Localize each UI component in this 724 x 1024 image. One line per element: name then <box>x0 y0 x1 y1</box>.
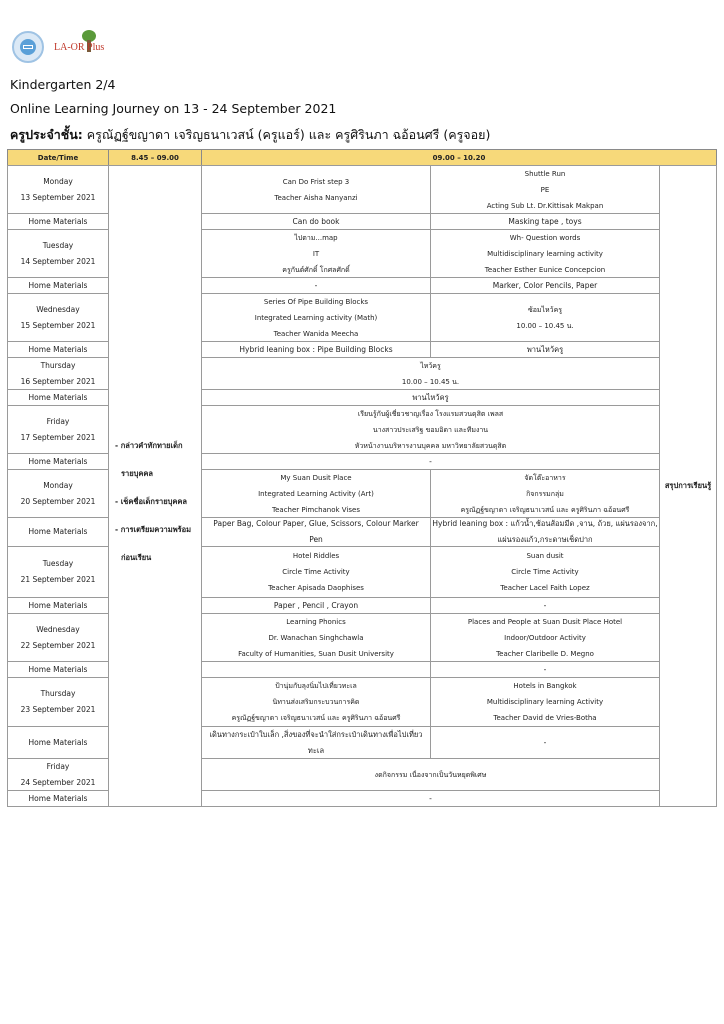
activity-slot-a-line: Dr. Wanachan Singhchawla <box>268 633 364 642</box>
home-materials-label-line: Home Materials <box>28 392 88 402</box>
home-materials-b <box>430 661 660 678</box>
home-materials-b-line: Marker, Color Pencils, Paper <box>492 280 598 290</box>
home-materials-b <box>430 726 660 759</box>
day-cell-line: 20 September 2021 <box>20 496 96 506</box>
day-cell-line: Tuesday <box>42 240 74 250</box>
activity-slot-b-line: Circle Time Activity <box>511 568 579 576</box>
day-cell-line: Wednesday <box>36 304 80 314</box>
header-date-time-line: Date/Time <box>37 153 79 162</box>
home-materials-label <box>7 277 109 294</box>
day-cell-line: Thursday <box>40 689 76 698</box>
morning-note: - กล่าวคำทักทายเด็ก <box>115 441 183 450</box>
home-materials-label <box>7 213 109 230</box>
activity-slot-b-line: Teacher David de Vries-Botha <box>493 714 597 722</box>
header-date-time <box>7 149 109 166</box>
activity-slot-b-line: 10.00 – 10.45 น. <box>516 321 574 330</box>
activity-slot-a-line: Learning Phonics <box>286 617 346 626</box>
activity-slot-a-line: ครูกันต์ศักดิ์ โกศลศักดิ์ <box>282 265 350 274</box>
home-materials-full-line: - <box>429 793 432 803</box>
home-materials-label <box>7 790 109 807</box>
day-cell-line: Tuesday <box>42 559 74 568</box>
day-cell-line: 16 September 2021 <box>20 376 96 386</box>
activity-slot-a <box>201 165 431 214</box>
activity-full <box>201 405 660 454</box>
home-materials-label <box>7 517 109 547</box>
home-materials-label-line: Home Materials <box>28 737 88 747</box>
home-materials-b <box>430 597 660 614</box>
home-materials-a-line: ทะเล <box>307 745 325 755</box>
header-slot1-line: 8.45 – 09.00 <box>131 153 179 162</box>
homeroom-teachers <box>10 125 490 145</box>
home-materials-a-line: Paper , Pencil , Crayon <box>273 600 359 610</box>
home-materials-label <box>7 726 109 759</box>
day-cell-line: 24 September 2021 <box>20 777 96 787</box>
activity-slot-a-line: Teacher Pimchanok Vises <box>272 505 360 514</box>
activity-slot-b-line: Teacher Lacel Faith Lopez <box>500 584 590 592</box>
day-cell-line: 15 September 2021 <box>20 320 96 330</box>
activity-slot-b-line: ครูณัฏฐ์ขญาดา เจริญธนาเวสน์ และ ครูศิรินภา ฉอ้อนศรี <box>460 505 630 514</box>
day-cell-line: Thursday <box>40 360 76 370</box>
activity-slot-a-line: Teacher Apisada Daophises <box>268 584 364 592</box>
activity-slot-b <box>430 229 660 278</box>
day-cell <box>7 357 109 390</box>
activity-slot-a <box>201 546 431 598</box>
day-cell-line: Monday <box>43 176 73 186</box>
home-materials-b <box>430 517 660 547</box>
activity-slot-a-line: ไปตาม...map <box>294 233 338 242</box>
activity-slot-a <box>201 613 431 662</box>
home-materials-b-line: Hybrid leaning box : แก้วน้ำ,ช้อนส้อมมีด ,จาน, ถ้วย, แผ่นรองจาก, <box>432 519 658 528</box>
home-materials-label-line: Home Materials <box>28 280 88 290</box>
activity-slot-b-line: Multidisciplinary learning activity <box>487 249 603 258</box>
header-slot1 <box>108 149 202 166</box>
day-cell-line: Monday <box>43 480 73 490</box>
activity-slot-b <box>430 293 660 342</box>
day-cell-line: Friday <box>46 416 70 426</box>
home-materials-b-line: Masking tape , toys <box>508 216 582 226</box>
activity-slot-a-line: Teacher Aisha Nanyanzi <box>274 193 358 202</box>
home-materials-a <box>201 341 431 358</box>
home-materials-full-line: พานไหว้ครู <box>412 392 449 402</box>
activity-full-line: 10.00 – 10.45 น. <box>401 377 460 386</box>
activity-slot-a-line: Integrated Learning Activity (Art) <box>258 489 374 498</box>
activity-slot-a-line: Series Of Pipe Building Blocks <box>263 297 369 306</box>
activity-slot-a <box>201 229 431 278</box>
activity-slot-b <box>430 613 660 662</box>
activity-slot-a-line: Integrated Learning activity (Math) <box>254 313 378 322</box>
home-materials-a <box>201 277 431 294</box>
home-materials-b-line: แผ่นรองแก้ว,กระดาษเช็ดปาก <box>497 535 593 544</box>
morning-note: ก่อนเรียน <box>121 553 152 562</box>
activity-slot-b <box>430 546 660 598</box>
day-cell <box>7 613 109 662</box>
activity-slot-a-line: Teacher Wanida Meecha <box>273 329 359 338</box>
day-cell-line: Friday <box>46 761 70 771</box>
home-materials-a-line: - <box>314 280 318 290</box>
la-or-plus-logo <box>54 30 114 62</box>
teachers-label: ครูประจำชั้น: <box>10 127 83 142</box>
activity-slot-b-line: Multidisciplinary learning Activity <box>486 698 604 706</box>
activity-slot-a-line: ป้านุ่มกับลุงนิ่มไปเที่ยวทะเล <box>275 682 357 690</box>
activity-slot-a-line: Circle Time Activity <box>282 568 350 576</box>
morning-note: - การเตรียมความพร้อม <box>115 525 192 534</box>
journey-title: Online Learning Journey on 13 - 24 September 2021 <box>10 101 337 116</box>
activity-full <box>201 758 660 791</box>
activity-slot-a-line: IT <box>312 249 320 258</box>
activity-slot-b-line: Teacher Claribelle D. Megno <box>496 649 594 658</box>
home-materials-b-line: - <box>543 664 547 674</box>
activity-slot-a <box>201 293 431 342</box>
activity-slot-b-line: Indoor/Outdoor Activity <box>504 633 586 642</box>
day-cell-line: Wednesday <box>36 624 80 634</box>
home-materials-full <box>201 453 660 470</box>
morning-note: รายบุคคล <box>121 469 154 478</box>
day-cell <box>7 293 109 342</box>
home-materials-a <box>201 597 431 614</box>
activity-slot-b-line: ซ้อมไหว้ครู <box>527 305 563 314</box>
home-materials-label <box>7 661 109 678</box>
activity-slot-b <box>430 165 660 214</box>
home-materials-a-line: เดินทางกระเป๋าใบเล็ก ,สิ่งของที่จะนำใส่กระเป๋าเดินทางเพื่อไปเที่ยว <box>209 729 423 739</box>
home-materials-full-line: - <box>429 456 432 466</box>
activity-full <box>201 357 660 390</box>
home-materials-label <box>7 389 109 406</box>
summary-column <box>659 165 717 807</box>
day-cell <box>7 758 109 791</box>
day-cell <box>7 405 109 454</box>
teachers-value: ครูณัฏฐ์ขญาดา เจริญธนาเวสน์ (ครูแอร์) และ ครูศิรินภา ฉอ้อนศรี (ครูจอย) <box>82 127 491 142</box>
activity-slot-b-line: Shuttle Run <box>524 169 566 178</box>
activity-slot-b <box>430 469 660 518</box>
day-cell-line: 13 September 2021 <box>20 192 96 202</box>
day-cell <box>7 677 109 727</box>
class-name: Kindergarten 2/4 <box>10 77 116 92</box>
brand-logo-text: LA-OR Plus <box>54 42 105 53</box>
home-materials-a-line: Paper Bag, Colour Paper, Glue, Scissors, Colour Marker <box>213 519 419 528</box>
activity-slot-a-line: ครูณัฏฐ์ขญาดา เจริญธนาเวสน์ และ ครูศิรินภา ฉอ้อนศรี <box>231 714 401 722</box>
activity-slot-b <box>430 677 660 727</box>
summary-column-line: สรุปการเรียนรู้ <box>664 481 712 490</box>
activity-full-line: งดกิจกรรม เนื่องจากเป็นวันหยุดพิเศษ <box>374 770 487 779</box>
day-cell-line: 17 September 2021 <box>20 432 96 442</box>
header-slot2-line: 09.00 – 10.20 <box>432 153 486 162</box>
home-materials-label-line: Home Materials <box>28 527 88 536</box>
day-cell-line: 22 September 2021 <box>20 640 96 650</box>
home-materials-label <box>7 597 109 614</box>
home-materials-label-line: Home Materials <box>28 456 88 466</box>
home-materials-a <box>201 726 431 759</box>
home-materials-full <box>201 790 660 807</box>
day-cell <box>7 546 109 598</box>
activity-slot-b-line: PE <box>540 185 550 194</box>
activity-full-line: นางสาวประเสริฐ ขอมอิดา และทีมงาน <box>372 425 489 434</box>
day-cell <box>7 165 109 214</box>
home-materials-label-line: Home Materials <box>28 600 88 610</box>
home-materials-b-line: - <box>543 737 547 747</box>
activity-slot-b-line: Wh- Question words <box>509 233 581 242</box>
activity-slot-a <box>201 677 431 727</box>
home-materials-b-line: พานไหว้ครู <box>526 344 564 354</box>
home-materials-a <box>201 213 431 230</box>
home-materials-b <box>430 213 660 230</box>
activity-slot-b-line: Suan dusit <box>526 552 564 560</box>
school-seal-icon <box>20 39 36 55</box>
morning-note: - เช็คชื่อเด็กรายบุคคล <box>115 497 187 506</box>
home-materials-label <box>7 453 109 470</box>
activity-slot-b-line: Hotels in Bangkok <box>513 682 577 690</box>
activity-slot-b-line: Acting Sub Lt. Dr.Kittisak Makpan <box>486 201 604 210</box>
home-materials-full <box>201 389 660 406</box>
home-materials-a-line: Can do book <box>292 216 340 226</box>
home-materials-a <box>201 517 431 547</box>
activity-full-line: ไหว้ครู <box>420 361 441 370</box>
home-materials-label-line: Home Materials <box>28 793 88 803</box>
activity-slot-a-line: Can Do Frist step 3 <box>282 177 350 186</box>
home-materials-a-line: Hybrid leaning box : Pipe Building Blocks <box>239 344 393 354</box>
day-cell-line: 14 September 2021 <box>20 256 96 266</box>
activity-slot-b-line: Places and People at Suan Dusit Place Hotel <box>467 617 623 626</box>
activity-slot-b-line: Teacher Esther Eunice Concepcion <box>484 265 606 274</box>
home-materials-label-line: Home Materials <box>28 344 88 354</box>
activity-slot-b-line: จัดโต๊ะอาหาร <box>524 473 566 482</box>
activity-full-line: หัวหน้างานบริหารงานบุคคล มหาวิทยาลัยสวนดุสิต <box>354 441 507 450</box>
schedule-table <box>7 149 716 806</box>
morning-notes-column <box>108 165 202 807</box>
activity-slot-a-line: Faculty of Humanities, Suan Dusit University <box>238 649 394 658</box>
header-slot2 <box>201 149 717 166</box>
home-materials-label-line: Home Materials <box>28 216 88 226</box>
home-materials-a-line: Pen <box>309 535 323 544</box>
activity-slot-a-line: My Suan Dusit Place <box>280 473 352 482</box>
activity-slot-a-line: นิทานส่งเสริมกระบวนการคิด <box>272 698 360 706</box>
home-materials-label-line: Home Materials <box>28 664 88 674</box>
activity-full-line: เรียนรู้กับผู้เชี่ยวชาญเรื่อง โรงแรมสวนดุสิต เพลส <box>357 409 504 418</box>
day-cell <box>7 229 109 278</box>
activity-slot-a <box>201 469 431 518</box>
day-cell <box>7 469 109 518</box>
activity-slot-b-line: กิจกรรมกลุ่ม <box>526 489 564 498</box>
home-materials-label <box>7 341 109 358</box>
home-materials-a <box>201 661 431 678</box>
day-cell-line: 21 September 2021 <box>20 575 96 584</box>
home-materials-b <box>430 341 660 358</box>
activity-slot-a-line: Hotel Riddles <box>292 552 340 560</box>
day-cell-line: 23 September 2021 <box>20 705 96 714</box>
home-materials-b-line: - <box>543 600 547 610</box>
school-logo <box>12 31 44 63</box>
home-materials-b <box>430 277 660 294</box>
